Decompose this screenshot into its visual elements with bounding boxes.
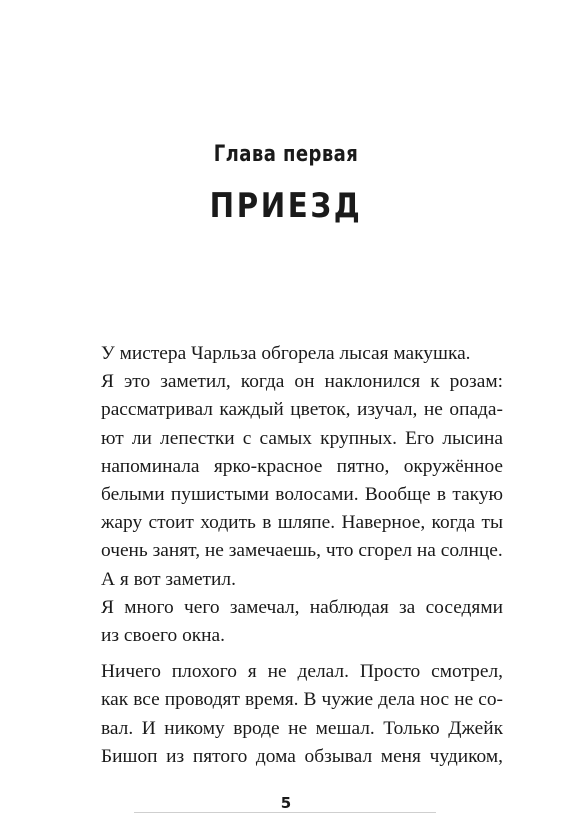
paragraph <box>73 368 503 565</box>
chapter-title: ПРИЕЗД <box>209 186 363 226</box>
text-line: рассматривал каждый цветок, изучал, не опада- <box>101 399 503 421</box>
text-line: из своего окна. <box>101 625 226 647</box>
page-number: 5 <box>280 794 292 812</box>
text-line: Ничего плохого я не делал. Просто смотрел, <box>101 661 503 683</box>
text-line: белыми пушистыми волосами. Вообще в такую <box>101 484 503 506</box>
paragraph <box>73 594 503 650</box>
paragraph <box>73 566 503 594</box>
text-line: напоминала ярко-красное пятно, окружённое <box>101 455 503 477</box>
paragraph <box>73 658 503 771</box>
text-line: Бишоп из пятого дома обзывал меня чудиком, <box>101 745 503 767</box>
text-line: как все проводят время. В чужие дела нос не со- <box>101 689 503 711</box>
text-line: очень занят, не замечаешь, что сгорел на солнце. <box>101 540 503 562</box>
text-line: Я это заметил, когда он наклонился к розам: <box>101 371 503 393</box>
text-line: ют ли лепестки с самых крупных. Его лысина <box>101 427 503 449</box>
text-line: вал. И никому вроде не мешал. Только Джейк <box>101 717 503 739</box>
text-line: А я вот заметил. <box>101 568 236 590</box>
footer-rule <box>134 812 436 813</box>
body-text <box>73 340 503 771</box>
paragraph <box>73 340 503 368</box>
text-line: Я много чего замечал, наблюдая за соседями <box>101 596 503 618</box>
text-line: жару стоит ходить в шляпе. Наверное, когда ты <box>101 512 503 534</box>
text-line: У мистера Чарльза обгорела лысая макушка. <box>101 343 471 364</box>
chapter-label: Глава первая <box>213 142 359 167</box>
